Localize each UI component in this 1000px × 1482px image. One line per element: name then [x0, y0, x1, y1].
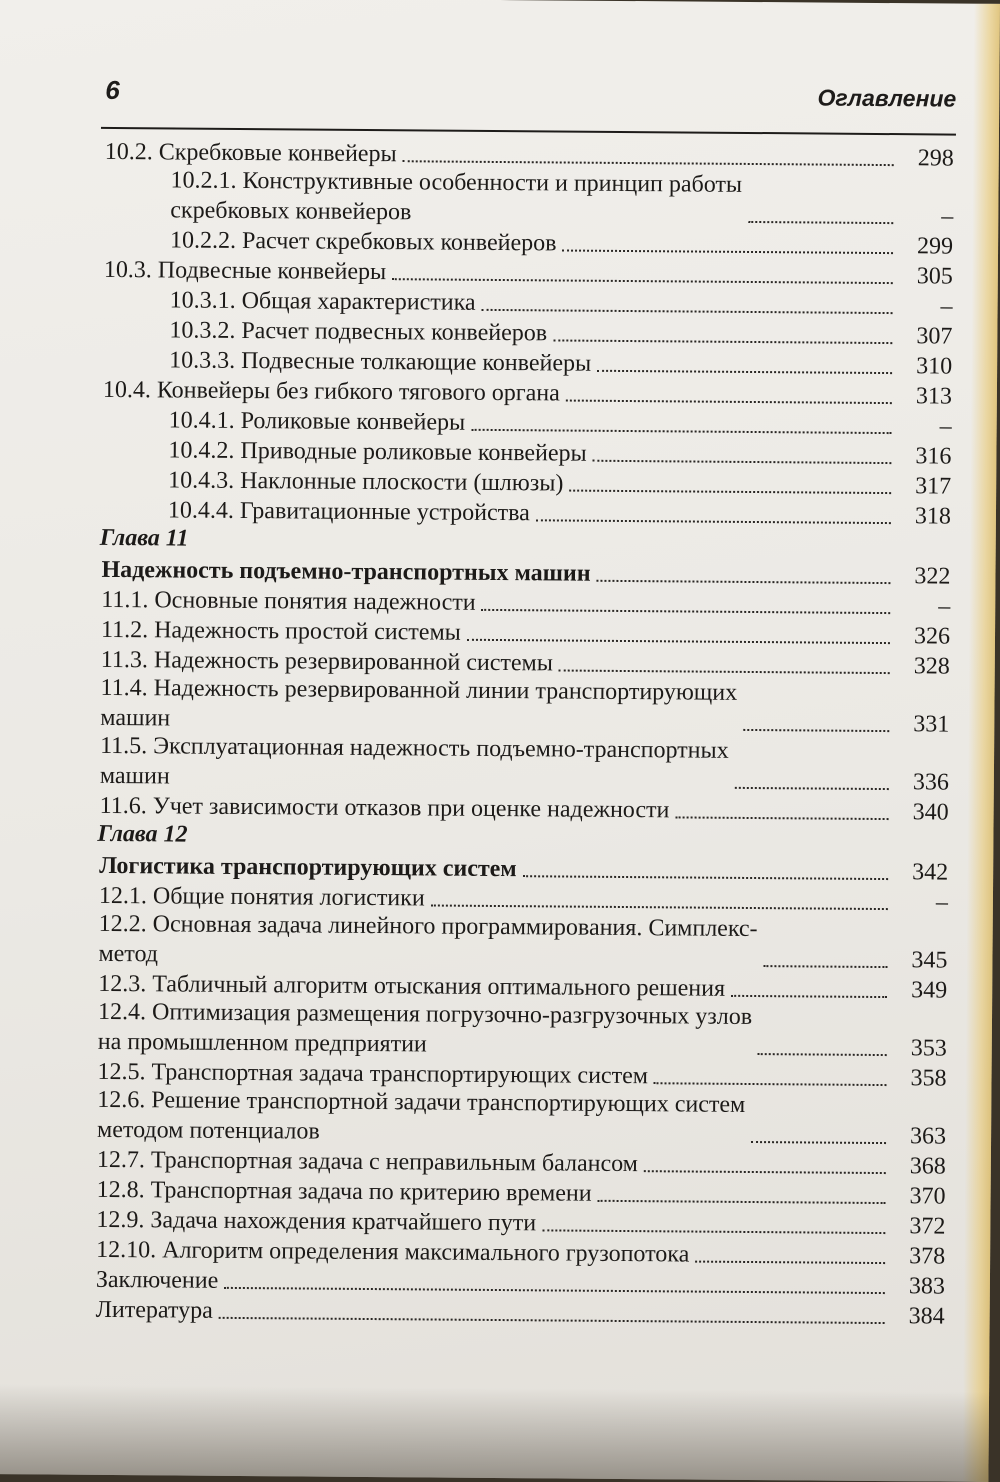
toc-entry-title: 10.4.3. Наклонные плоскости (шлюзы): [168, 467, 564, 497]
toc-entry: [90, 1295, 945, 1332]
toc-entry-title: 10.2.1. Конструктивные особенности и принцип работы скребковых конвейеров: [170, 167, 743, 226]
toc-page-number: 336: [912, 769, 949, 796]
toc-entry-title: 10.4.1. Роликовые конвейеры: [168, 407, 466, 436]
toc-page-number: –: [940, 293, 953, 320]
toc-entry-title: Литература: [95, 1296, 213, 1324]
toc-page-number: 358: [910, 1065, 947, 1092]
toc-entry-title: 10.3.2. Расчет подвесных конвейеров: [169, 317, 548, 347]
toc-entry: [98, 167, 953, 232]
toc-entry-body: [98, 165, 903, 231]
toc-page-number: 349: [911, 977, 948, 1004]
toc-entry-title: 12.8. Транспортная задача по критерию времени: [96, 1176, 592, 1207]
dot-leader: [597, 370, 892, 374]
dot-leader: [758, 1053, 887, 1056]
dot-leader: [675, 816, 888, 820]
toc-entry-title: 11.2. Надежность простой системы: [100, 616, 461, 646]
toc-entry-body: [92, 909, 897, 975]
toc-page-number: 378: [909, 1243, 946, 1270]
dot-leader: [593, 460, 892, 464]
toc-page-number: 372: [909, 1213, 946, 1240]
dot-leader: [403, 160, 894, 166]
toc-entry: [91, 1087, 946, 1152]
dot-leader: [523, 875, 888, 880]
dot-leader: [763, 965, 887, 968]
dot-leader: [743, 729, 889, 732]
toc-page-number: 340: [912, 799, 949, 826]
dot-leader: [224, 1287, 885, 1294]
toc-entry-title: 12.3. Табличный алгоритм отыскания оптимального решения: [98, 970, 726, 1002]
dot-leader: [467, 639, 890, 644]
toc-page-number: 307: [916, 323, 953, 350]
dot-leader: [734, 787, 888, 790]
dot-leader: [566, 400, 892, 405]
dot-leader: [569, 490, 891, 495]
dot-leader: [482, 609, 891, 614]
toc-entry-title: 12.10. Алгоритм определения максимального грузопотока: [96, 1236, 690, 1268]
toc-page-number: 331: [913, 711, 950, 738]
toc-entry-title: 12.5. Транспортная задача транспортирующих систем: [97, 1058, 649, 1090]
toc-entry-title: 10.2. Скребковые конвейеры: [104, 138, 397, 168]
running-title: Оглавление: [817, 84, 957, 112]
dot-leader: [219, 1317, 885, 1324]
toc-page-number: –: [939, 413, 952, 440]
toc-entry-title: 11.4. Надежность резервированной линии транспортирующих машин: [100, 674, 738, 732]
toc-entry-title: 11.5. Эксплуатационная надежность подъемно-транспортных машин: [99, 732, 729, 790]
toc-page-number: 353: [910, 1035, 947, 1062]
toc-entry-title: 10.3.1. Общая характеристика: [169, 287, 476, 316]
toc-entry-title: 10.3.3. Подвесные толкающие конвейеры: [169, 347, 592, 377]
dot-leader: [654, 1082, 887, 1086]
dot-leader: [392, 278, 893, 284]
toc-entry: [94, 733, 949, 798]
dot-leader: [536, 519, 891, 524]
table-of-contents: [90, 137, 954, 1332]
toc-page-number: 363: [909, 1123, 947, 1150]
toc-entry-title: 11.6. Учет зависимости отказов при оценке надежности: [99, 792, 670, 824]
toc-entry-body: [94, 673, 899, 739]
toc-entry-body: [91, 1085, 896, 1151]
dot-leader: [598, 1200, 886, 1204]
toc-entry-body: [94, 731, 899, 797]
toc-page-number: 370: [909, 1183, 946, 1210]
toc-entry-title: Логистика транспортирующих систем: [99, 852, 517, 883]
dot-leader: [431, 904, 888, 910]
toc-entry-title: 12.2. Основная задача линейного программирования. Симплекс- метод: [98, 910, 758, 968]
dot-leader: [597, 580, 891, 584]
chapter-title: Глава 12: [97, 820, 188, 848]
toc-page-number: 345: [911, 947, 948, 974]
toc-page-number: 322: [914, 563, 951, 590]
dot-leader: [644, 1170, 886, 1174]
toc-page-number: –: [941, 203, 954, 230]
page-number: 6: [105, 74, 120, 106]
dot-leader: [482, 309, 893, 314]
toc-entry: [94, 675, 949, 740]
toc-entry-title: 10.4.4. Гравитационные устройства: [167, 497, 530, 527]
toc-page-number: 342: [912, 859, 949, 886]
toc-entry-title: 12.9. Задача нахождения кратчайшего пути: [96, 1206, 537, 1237]
dot-leader: [562, 249, 893, 254]
toc-page-number: 383: [908, 1273, 946, 1300]
dot-leader: [471, 429, 891, 434]
toc-entry-body: [90, 1295, 895, 1331]
toc-entry: [92, 911, 947, 976]
dot-leader: [553, 339, 892, 344]
toc-entry-title: 12.6. Решение транспортной задачи транспортирующих систем методом потенциалов: [97, 1086, 746, 1145]
dot-leader: [751, 1141, 886, 1144]
toc-page-number: 313: [915, 383, 953, 410]
toc-entry-title: 10.4. Конвейеры без гибкого тягового органа: [102, 376, 560, 407]
dot-leader: [695, 1261, 885, 1264]
toc-entry-title: 11.1. Основные понятия надежности: [101, 586, 476, 616]
toc-entry-title: 12.1. Общие понятия логистики: [98, 882, 425, 912]
dot-leader: [559, 669, 890, 674]
toc-entry-title: 12.7. Транспортная задача с неправильным балансом: [96, 1146, 638, 1178]
page-edge: [962, 4, 1000, 1482]
page-shadow: [0, 1384, 989, 1482]
chapter-title: Глава 11: [99, 524, 189, 552]
toc-entry-title: 12.4. Оптимизация размещения погрузочно-разгрузочных узлов на промышленном предприятии: [97, 998, 753, 1058]
running-header: [101, 67, 956, 136]
dot-leader: [731, 995, 887, 998]
toc-entry: [92, 999, 947, 1064]
toc-page-number: 316: [915, 443, 952, 470]
toc-page-number: 317: [915, 473, 952, 500]
toc-entry-title: Надежность подъемно-транспортных машин: [101, 556, 591, 587]
toc-page-number: 368: [909, 1153, 946, 1180]
toc-entry-title: 10.2.2. Расчет скребковых конвейеров: [169, 227, 557, 257]
toc-page-number: 299: [916, 233, 954, 260]
toc-entry-title: 11.3. Надежность резервированной системы: [100, 646, 554, 677]
toc-entry-body: [92, 997, 897, 1063]
toc-page-number: –: [935, 889, 949, 916]
toc-page-number: 318: [914, 503, 952, 530]
dot-leader: [748, 221, 893, 224]
toc-page-number: 384: [908, 1303, 945, 1330]
toc-page-number: 326: [913, 623, 951, 650]
toc-page-number: –: [938, 593, 951, 620]
toc-page-number: 310: [916, 353, 953, 380]
toc-entry-title: 10.3. Подвесные конвейеры: [103, 256, 387, 286]
toc-page-number: 328: [913, 653, 950, 680]
toc-page-number: 305: [916, 263, 953, 290]
dot-leader: [542, 1229, 885, 1234]
toc-page-number: 298: [917, 145, 954, 172]
toc-entry-title: Заключение: [95, 1266, 219, 1294]
toc-entry-title: 10.4.2. Приводные роликовые конвейеры: [168, 437, 587, 467]
